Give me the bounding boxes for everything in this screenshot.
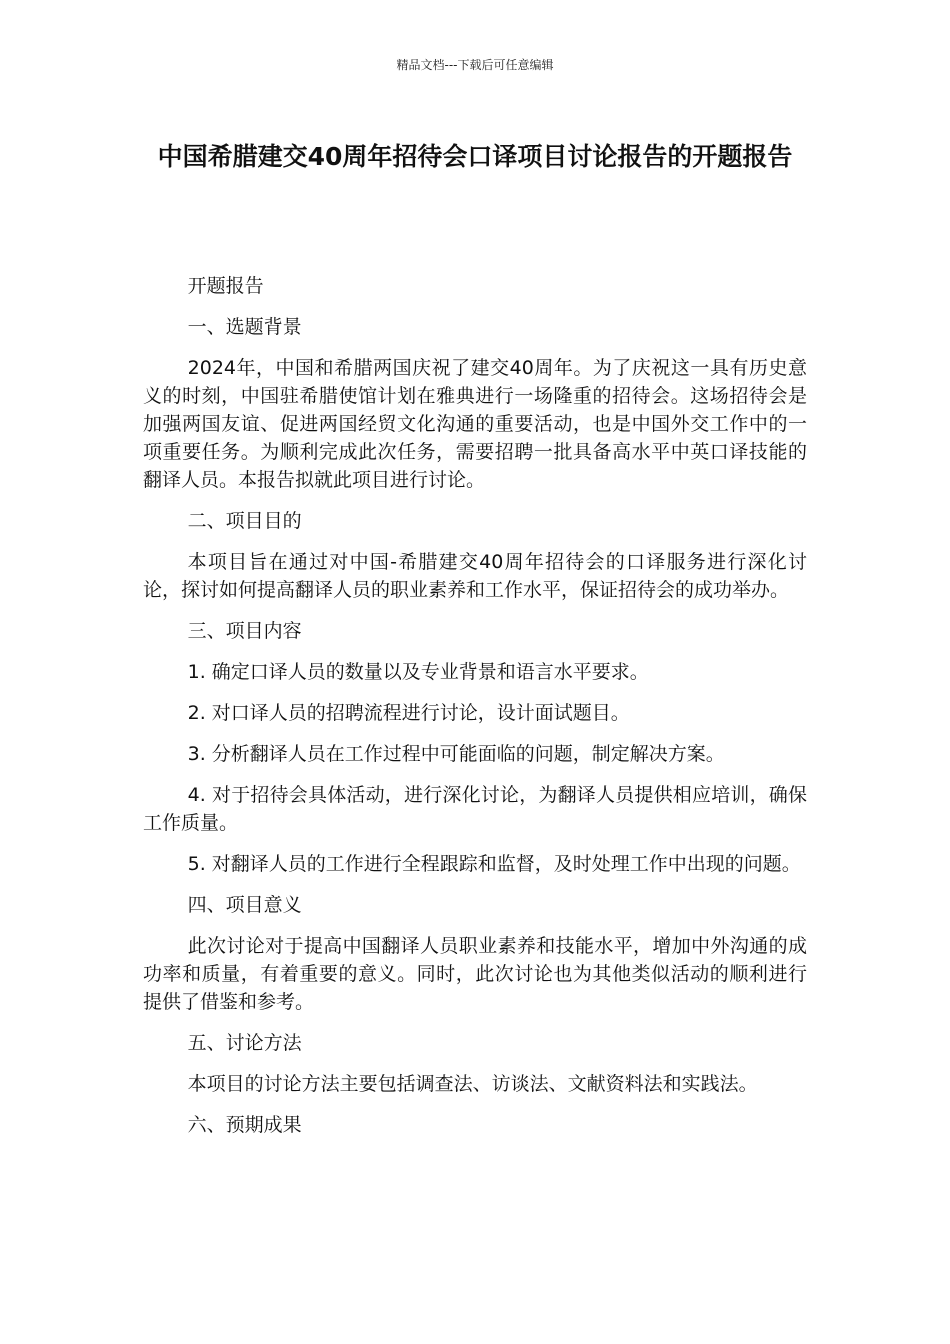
paragraph-report-label: 开题报告 <box>187 275 264 297</box>
document-title: 中国希腊建交40周年招待会口译项目讨论报告的开题报告 <box>157 142 793 171</box>
paragraph-methods: 本项目的讨论方法主要包括调查法、访谈法、文献资料法和实践法。 <box>187 1073 758 1095</box>
paragraph-significance: 此次讨论对于提高中国翻译人员职业素养和技能水平，增加中外沟通的成功率和质量，有着重要的意义。同时，此次讨论也为其他类似活动的顺利进行提供了借鉴和参考。 <box>143 935 807 1013</box>
section-heading-content: 三、项目内容 <box>187 620 302 642</box>
paragraph-purpose: 本项目旨在通过对中国-希腊建交40周年招待会的口译服务进行深化讨论，探讨如何提高翻译人员的职业素养和工作水平，保证招待会的成功举办。 <box>143 551 807 601</box>
page-header: 精品文档---下载后可任意编辑 <box>396 58 554 72</box>
content-item-2: 2. 对口译人员的招聘流程进行讨论，设计面试题目。 <box>187 702 630 724</box>
section-heading-methods: 五、讨论方法 <box>187 1032 302 1054</box>
section-heading-background: 一、选题背景 <box>187 316 302 338</box>
content-item-3: 3. 分析翻译人员在工作过程中可能面临的问题，制定解决方案。 <box>187 743 725 765</box>
content-item-1: 1. 确定口译人员的数量以及专业背景和语言水平要求。 <box>187 661 649 683</box>
content-item-5: 5. 对翻译人员的工作进行全程跟踪和监督，及时处理工作中出现的问题。 <box>187 853 801 875</box>
content-item-4: 4. 对于招待会具体活动，进行深化讨论，为翻译人员提供相应培训，确保工作质量。 <box>143 784 807 834</box>
paragraph-background: 2024年，中国和希腊两国庆祝了建交40周年。为了庆祝这一具有历史意义的时刻，中国驻希腊使馆计划在雅典进行一场隆重的招待会。这场招待会是加强两国友谊、促进两国经贸文化沟通的重要活动，也是中国外交工作中的一项重要任务。为顺利完成此次任务，需要招聘一批具备高水平中英口译技能的翻译人员。本报告拟就此项目进行讨论。 <box>143 357 807 491</box>
section-heading-significance: 四、项目意义 <box>187 894 302 916</box>
document-body <box>143 272 807 1152</box>
section-heading-expected-results: 六、预期成果 <box>187 1114 302 1136</box>
section-heading-purpose: 二、项目目的 <box>187 510 302 532</box>
